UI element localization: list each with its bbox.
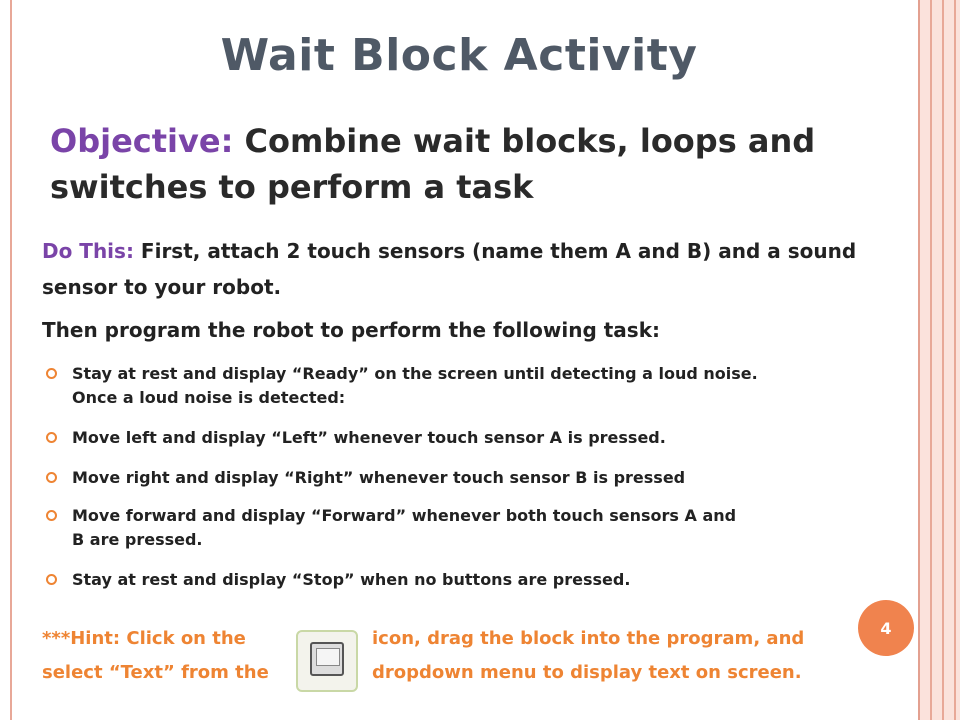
hint-text: dropdown menu to display text on screen. (372, 662, 802, 683)
bullet-icon (46, 368, 57, 379)
bullet-icon (46, 510, 57, 521)
task-item (46, 426, 896, 450)
task-text: Stay at rest and display “Stop” when no buttons are pressed. (72, 570, 631, 589)
task-text: Move left and display “Left” whenever touch sensor A is pressed. (72, 428, 666, 447)
hint-text: select “Text” from the (42, 662, 269, 683)
task-text: Move forward and display “Forward” whenever both touch sensors A and (72, 506, 737, 525)
frame-stripe (942, 0, 944, 720)
objective-text: Combine wait blocks, loops and switches to perform a task (50, 122, 816, 206)
do-this-text: First, attach 2 touch sensors (name them A and B) and a sound sensor to your robot. (42, 239, 857, 299)
slide-title: Wait Block Activity (220, 30, 698, 81)
frame-stripe (954, 0, 956, 720)
task-text: Move right and display “Right” whenever touch sensor B is pressed (72, 468, 686, 487)
hint-text: ***Hint: Click on the (42, 628, 246, 649)
frame-stripe (930, 0, 932, 720)
do-this-paragraph (42, 233, 892, 305)
do-this-label: Do This: (42, 239, 134, 263)
task-item (46, 362, 896, 410)
objective (50, 118, 880, 210)
display-block-icon (296, 630, 358, 692)
left-frame-border (0, 0, 12, 720)
bullet-icon (46, 574, 57, 585)
task-item (46, 568, 896, 592)
bullet-icon (46, 432, 57, 443)
objective-label: Objective: (50, 122, 234, 160)
task-intro: Then program the robot to perform the following task: (42, 318, 660, 342)
screen-icon (310, 642, 344, 676)
task-item (46, 466, 896, 490)
task-text: B are pressed. (72, 530, 203, 549)
task-list (46, 362, 896, 592)
right-frame-border (918, 0, 960, 720)
task-item (46, 504, 896, 552)
hint-text: icon, drag the block into the program, and (372, 628, 805, 649)
page-number-badge: 4 (858, 600, 914, 656)
bullet-icon (46, 472, 57, 483)
hint-line-1 (42, 628, 892, 649)
task-text: Stay at rest and display “Ready” on the screen until detecting a loud noise. (72, 364, 758, 383)
task-text: Once a loud noise is detected: (72, 388, 346, 407)
hint-line-2 (42, 662, 892, 683)
